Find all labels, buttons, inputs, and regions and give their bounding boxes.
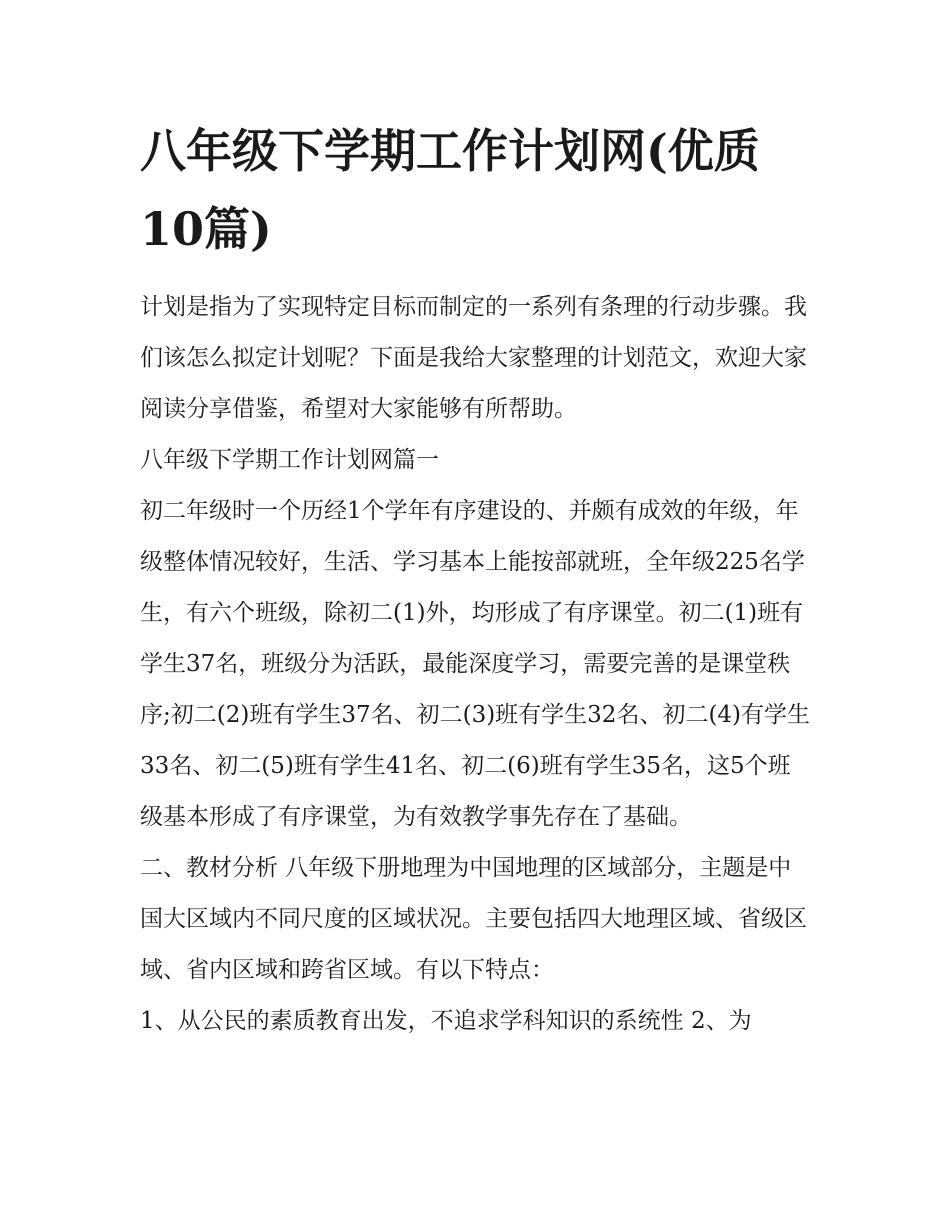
body-paragraph: 初二年级时一个历经1个学年有序建设的、并颇有成效的年级，年级整体情况较好，生活、学习基本上能按部就班，全年级225名学生，有六个班级，除初二(1)外，均形成了有序课堂。初二(1)班有学生37名，班级分为活跃，最能深度学习，需要完善的是课堂秩序;初二(2)班有学生37名、初二(3)班有学生32名、初二(4)有学生33名、初二(5)班有学生41名、初二(6)班有学生35名，这5个班级基本形成了有序课堂，为有效教学事先存在了基础。 [140, 498, 811, 830]
intro-paragraph: 计划是指为了实现特定目标而制定的一系列有条理的行动步骤。我们该怎么拟定计划呢？下面是我给大家整理的计划范文，欢迎大家阅读分享借鉴，希望对大家能够有所帮助。 [140, 294, 807, 422]
document-title: 八年级下学期工作计划网(优质10篇) [140, 124, 760, 256]
body-paragraph: 1、从公民的素质教育出发，不追求学科知识的系统性 2、为 [140, 1008, 752, 1034]
document-content [140, 112, 812, 1047]
body-paragraph: 二、教材分析 八年级下册地理为中国地理的区域部分，主题是中国大区域内不同尺度的区域状况。主要包括四大地理区域、省级区域、省内区域和跨省区域。有以下特点： [140, 855, 807, 983]
section-heading: 八年级下学期工作计划网篇一 [140, 447, 439, 473]
